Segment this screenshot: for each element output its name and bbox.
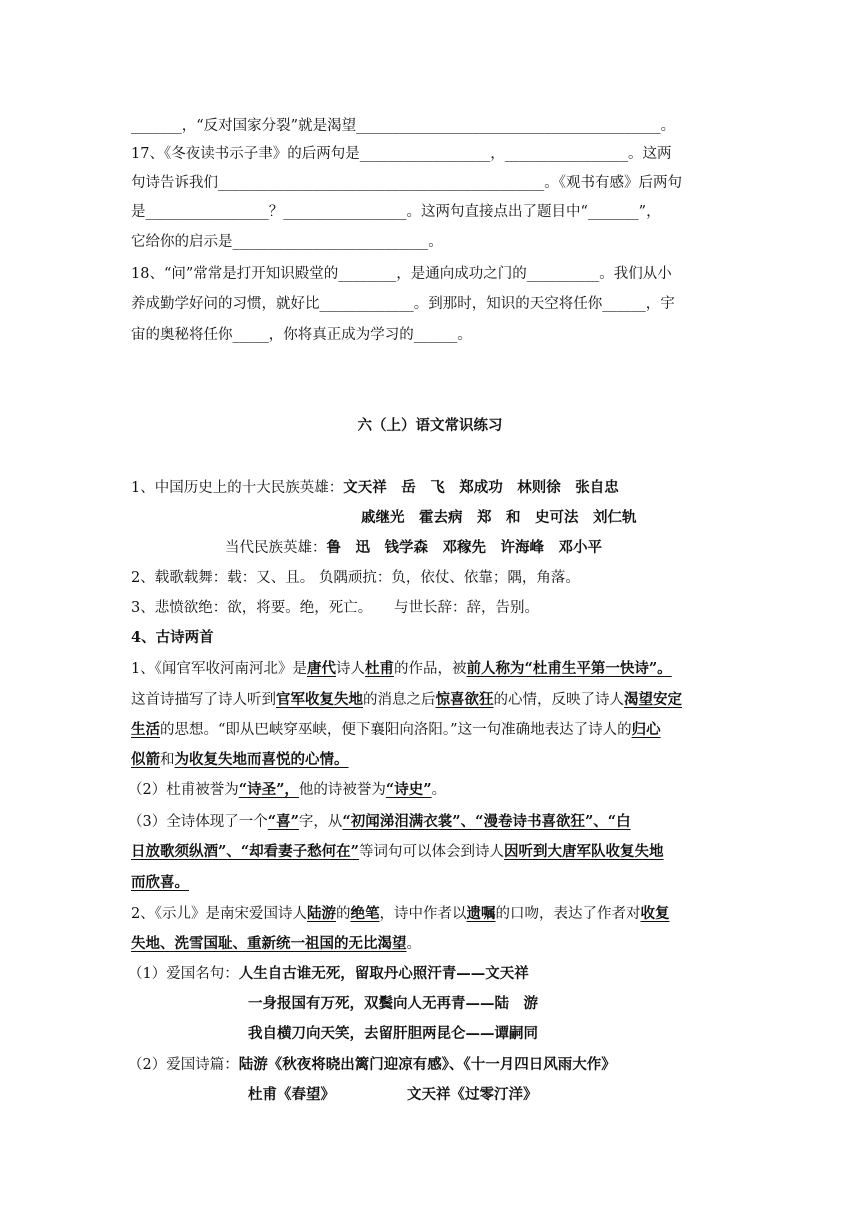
item-4-heading: 4、古诗两首 [131,629,214,646]
key-term: 惊喜欲狂 [435,691,494,708]
key-term: 前人称为“杜甫生平第一快诗”。 [466,660,672,677]
text-span: 诗人 [335,661,365,677]
key-term: 陆游 [306,905,336,922]
patriotic-work: 文天祥《过零汀洋》 [407,1086,538,1103]
exercise-line-8: 宙的奥秘将任你_____，你将真正成为学习的______。 [131,327,472,343]
text-span: 。 [431,782,447,798]
heroes-names-1: 文天祥 岳 飞 郑成功 林则徐 张自忠 [343,479,619,496]
key-term: 杜甫 [364,660,394,677]
text-span: 字，从 [298,814,343,830]
text-span: 的思想。“即从巴峡穿巫峡，便下襄阳向洛阳。”这一句准确地表达了诗人的 [160,722,632,738]
text-span: 的 [335,906,351,922]
poem1-line-3 [131,720,661,740]
key-term: “初闻涕泪满衣裳”、“漫卷诗书喜欲狂”、“白 [342,813,631,830]
key-term: 失地、洗雪国耻、重新统一祖国的无比渴望 [131,935,407,952]
poem2-line-2 [131,934,421,954]
key-term: 似箭 [131,751,160,768]
patriotic-quote: 人生自古谁无死，留取丹心照汗青——文天祥 [238,965,529,982]
poem1-point-3 [128,812,631,832]
exercise-line-1: _______，“反对国家分裂”就是渴望__________________________________________。 [131,118,676,134]
text-span: 的口吻，表达了作者对 [495,906,641,922]
exercise-line-3: 句诗告诉我们_____________________________________________。《观书有感》后两句 [131,175,682,191]
works-row-1 [128,1055,616,1075]
works-label: （2）爱国诗篇： [128,1057,239,1073]
key-term: 生活 [131,721,160,738]
poem1-line-1 [131,659,672,679]
key-term: 收复 [640,905,670,922]
works-row-2 [248,1085,538,1105]
heroes-names-2: 戚继光 霍去病 郑 和 史可法 刘仁轨 [361,509,637,526]
patriotic-quote: 我自横刀向天笑，去留肝胆两昆仑——谭嗣同 [248,1025,538,1042]
text-span: 2、《示儿》是南宋爱国诗人 [131,906,307,922]
modern-heroes-names: 鲁 迅 钱学森 邓稼先 许海峰 邓小平 [326,539,602,556]
modern-heroes-row [225,538,602,558]
text-span: 等词句可以体会到诗人 [359,844,505,860]
key-term: 唐代 [306,660,336,677]
section-title: 六（上）语文常识练习 [357,417,503,434]
exercise-line-2: 17、《冬夜读书示子聿》的后两句是__________________，_________________。这两 [131,146,672,162]
text-span: （2）杜甫被誉为 [128,782,239,798]
poem2-line-1 [131,904,669,924]
key-term: 因听到大唐军队收复失地 [504,843,664,860]
key-term: “诗史” [385,781,432,798]
text-span: （3）全诗体现了一个 [128,814,268,830]
heroes-row-1 [131,478,619,498]
exercise-line-5: 它给你的启示是___________________________。 [131,234,443,250]
exercise-line-6: 18、“问”常常是打开知识殿堂的________，是通向成功之门的__________。我们从小 [131,266,672,282]
poem1-line-4 [131,750,349,770]
text-span: 1、《闻官军收河南河北》是 [131,661,307,677]
item-3: 3、悲愤欲绝：欲，将要。绝，死亡。 与世长辞：辞，告别。 [131,600,539,616]
patriotic-work: 陆游《秋夜将晓出篱门迎凉有感》、《十一月四日风雨大作》 [238,1056,616,1073]
key-term: “诗圣”， [238,781,299,798]
poem1-point-2 [128,780,446,800]
text-span: 这首诗描写了诗人听到 [131,692,276,708]
text-span: 的作品，被 [393,661,467,677]
poem1-point-3-cont [131,842,664,862]
quotes-row-1 [128,964,529,984]
key-term: 官军收复失地 [276,691,363,708]
key-term: 日放歌须纵酒”、“却看妻子愁何在” [131,843,360,860]
text-span: ，诗中作者以 [379,906,467,922]
key-term: 归心 [631,721,661,738]
text-span: 和 [160,752,175,768]
poem1-point-3-end: 而欣喜。 [131,874,189,891]
text-span: 的消息之后 [363,692,436,708]
item-2: 2、载歌载舞：载：又、且。 负隅顽抗：负，依仗、依靠；隅，角落。 [131,570,580,586]
key-term: 渴望安定 [624,691,682,708]
poem1-line-2 [131,690,682,710]
exercise-line-7: 养成勤学好问的习惯，就好比_____________。到那时，知识的天空将任你______，宇 [131,296,675,312]
patriotic-work: 杜甫《春望》 [248,1086,335,1103]
quotes-label: （1）爱国名句： [128,966,239,982]
text-span: 。 [406,936,421,952]
key-term: 为收复失地而喜悦的心情。 [174,751,349,768]
heroes-label: 1、中国历史上的十大民族英雄： [131,480,344,496]
key-term: “喜” [267,813,299,830]
exercise-line-4: 是_________________？_________________。这两句直接点出了题目中“_______”， [131,204,661,220]
modern-heroes-label: 当代民族英雄： [225,540,327,556]
text-span: 他的诗被誉为 [298,782,386,798]
text-span: 的心情，反映了诗人 [493,692,624,708]
key-term: 绝笔 [350,905,380,922]
key-term: 遗嘱 [466,905,496,922]
patriotic-quote: 一身报国有万死，双鬓向人无再青——陆 游 [248,995,538,1012]
